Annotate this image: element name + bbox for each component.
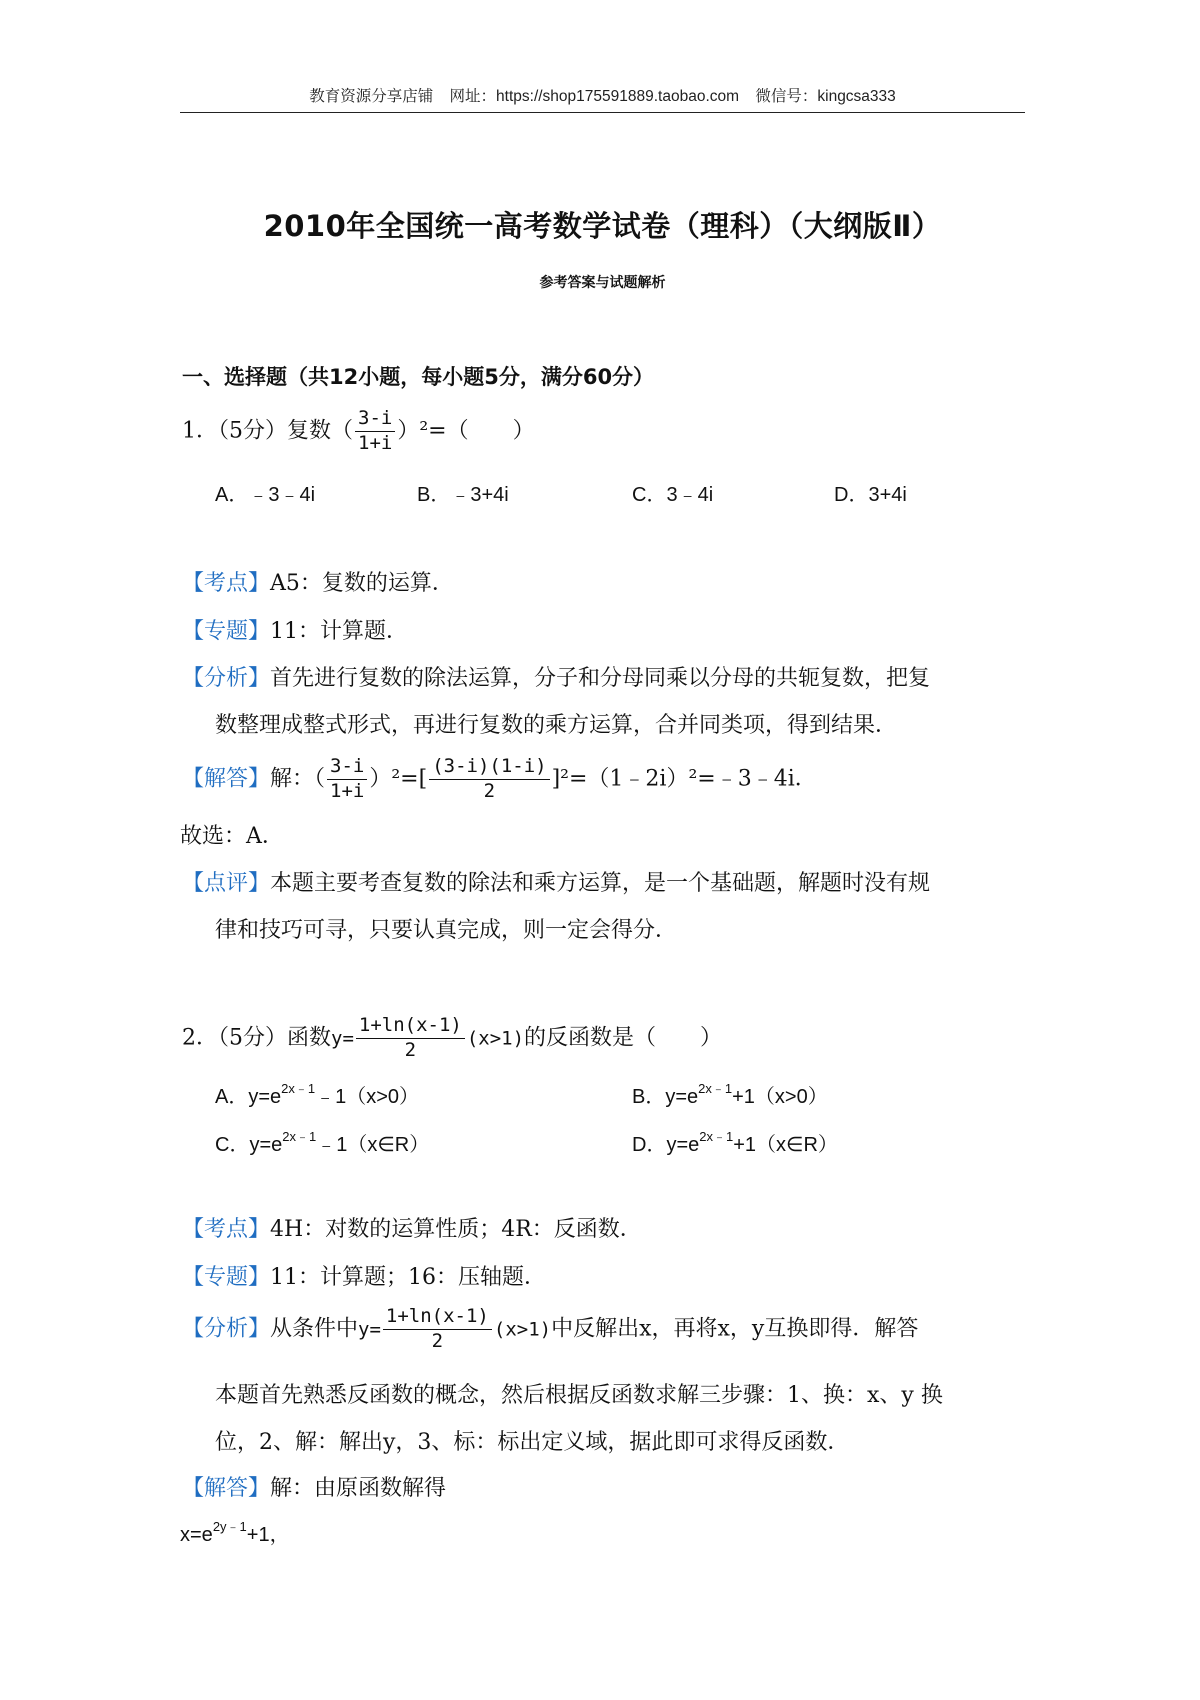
q1-option-c: C．3﹣4i (632, 484, 714, 506)
q1-jieda-fraction-2 (429, 757, 549, 802)
q2-option-b-label: B．y=e (632, 1086, 699, 1108)
q1-dianping (182, 873, 930, 895)
q2-fenxi-tag: 【分析】 (182, 1316, 271, 1342)
q2-kaodian-tag: 【考点】 (182, 1217, 271, 1242)
q2-fenxi-fraction-num: 1+ln(x-1) (383, 1307, 492, 1330)
header-wechat: 微信号：kingcsa333 (755, 88, 896, 105)
q2-option-a-label: A．y=e (215, 1086, 282, 1108)
q2-option-b-rest: +1（x>0） (732, 1086, 828, 1108)
q2-option-d (632, 1128, 838, 1157)
q1-suffix: ）²=（ ） (397, 418, 535, 444)
q1-zhuanti-text: 11：计算题． (270, 619, 409, 644)
q2-formula-lhs: y= (331, 1027, 354, 1050)
q2-suffix: 的反函数是（ ） (524, 1025, 723, 1051)
q1-fenxi-tag: 【分析】 (182, 666, 271, 691)
q2-fenxi-formula-cond: (x>1) (493, 1318, 552, 1341)
q2-solution-post: +1， (246, 1524, 290, 1546)
q2-zhuanti-text: 11：计算题；16：压轴题． (270, 1265, 547, 1290)
q1-dianping-text: 本题主要考查复数的除法和乘方运算，是一个基础题，解题时没有规 (270, 871, 931, 896)
q1-dianping-cont: 律和技巧可寻，只要认真完成，则一定会得分． (215, 918, 678, 943)
q1-jieda-f2-den: 2 (483, 779, 496, 802)
q2-fenxi-fraction (383, 1307, 492, 1352)
q2-fraction-den: 2 (404, 1038, 417, 1061)
q2-option-a (215, 1080, 419, 1109)
q1-fenxi (182, 668, 930, 690)
q2-option-c-label: C．y=e (215, 1134, 283, 1156)
q2-solution-pre: x=e (180, 1524, 213, 1546)
q1-kaodian-tag: 【考点】 (182, 571, 271, 596)
q1-kaodian (182, 573, 454, 595)
q2-option-a-sup: 2x﹣1 (281, 1081, 316, 1096)
q1-fraction (355, 409, 395, 454)
header-site: 网址：https://shop175591889.taobao.com (449, 88, 740, 105)
q2-option-c (215, 1128, 429, 1157)
page-title: 2010年全国统一高考数学试卷（理科）（大纲版Ⅱ） (263, 209, 942, 243)
q2-fraction (356, 1016, 465, 1061)
q2-solution-line (180, 1519, 290, 1546)
q2-fenxi (182, 1307, 918, 1352)
q1-fraction-num: 3-i (355, 409, 395, 432)
q2-prefix: 2．（5分）函数 (182, 1025, 331, 1051)
q2-jieda-text: 解：由原函数解得 (270, 1476, 447, 1501)
q2-fenxi-cont-2: 位，2、解：解出y，3、标：标出定义域，据此即可求得反函数． (215, 1430, 850, 1455)
page-subtitle: 参考答案与试题解析 (539, 275, 666, 291)
q2-fenxi-formula-lhs: y= (358, 1318, 381, 1341)
q1-option-a: A．﹣3﹣4i (215, 484, 316, 506)
q1-jieda-fraction-1 (327, 757, 367, 802)
q1-jieda-f2-num: (3-i)(1-i) (429, 757, 549, 780)
q2-zhuanti-tag: 【专题】 (182, 1265, 271, 1290)
q2-jieda (182, 1478, 446, 1500)
q2-solution-sup: 2y﹣1 (212, 1519, 247, 1534)
q2-fenxi-post: 中反解出x，再将x，y互换即得．解答 (551, 1316, 919, 1342)
q2-formula-cond: (x>1) (466, 1027, 525, 1050)
q2-fenxi-pre: 从条件中 (270, 1316, 359, 1342)
q1-option-d: D．3+4i (834, 484, 907, 506)
q2-option-c-sup: 2x﹣1 (282, 1129, 317, 1144)
question-1-stem (182, 409, 535, 454)
q1-fenxi-cont: 数整理成整式形式，再进行复数的乘方运算，合并同类项，得到结果． (215, 713, 898, 738)
q1-fenxi-text: 首先进行复数的除法运算，分子和分母同乘以分母的共轭复数，把复 (270, 666, 931, 691)
page-header (180, 84, 1025, 106)
q2-option-d-label: D．y=e (632, 1134, 700, 1156)
q1-answer: 故选：A． (180, 824, 284, 849)
q2-fraction-num: 1+ln(x-1) (356, 1016, 465, 1039)
q2-zhuanti (182, 1267, 546, 1289)
q1-jieda-f1-num: 3-i (327, 757, 367, 780)
q1-jieda-suffix: ]²=（1﹣2i）²=﹣3﹣4i． (551, 766, 817, 792)
q2-option-c-rest: ﹣1（x∈R） (316, 1134, 430, 1156)
header-shop: 教育资源分享店铺 (309, 88, 434, 105)
q1-zhuanti-tag: 【专题】 (182, 619, 271, 644)
q1-zhuanti (182, 621, 408, 643)
q1-kaodian-text: A5：复数的运算． (270, 571, 454, 596)
q2-option-b (632, 1080, 828, 1109)
q2-option-d-rest: +1（x∈R） (733, 1134, 838, 1156)
q2-kaodian (182, 1219, 642, 1241)
section-heading: 一、选择题（共12小题，每小题5分，满分60分） (182, 365, 655, 389)
q2-fenxi-cont-1: 本题首先熟悉反函数的概念，然后根据反函数求解三步骤：1、换：x、y 换 (215, 1383, 943, 1408)
q2-option-b-sup: 2x﹣1 (698, 1081, 733, 1096)
q1-jieda-mid: ）²=[ (369, 766, 428, 792)
q1-jieda-prefix: 解：（ (270, 766, 326, 792)
q1-option-b: B．﹣3+4i (417, 484, 509, 506)
q2-fenxi-fraction-den: 2 (431, 1329, 444, 1352)
q1-jieda-f1-den: 1+i (330, 779, 365, 802)
q2-jieda-tag: 【解答】 (182, 1476, 271, 1501)
q1-jieda-tag: 【解答】 (182, 766, 271, 792)
q1-jieda (182, 757, 817, 802)
q1-fraction-den: 1+i (358, 431, 393, 454)
q2-kaodian-text: 4H：对数的运算性质；4R：反函数． (270, 1217, 642, 1242)
q1-dianping-tag: 【点评】 (182, 871, 271, 896)
q1-prefix: 1．（5分）复数（ (182, 418, 353, 444)
header-divider (180, 112, 1025, 113)
q2-option-d-sup: 2x﹣1 (699, 1129, 734, 1144)
q2-option-a-rest: ﹣1（x>0） (315, 1086, 420, 1108)
question-2-stem (182, 1016, 722, 1061)
